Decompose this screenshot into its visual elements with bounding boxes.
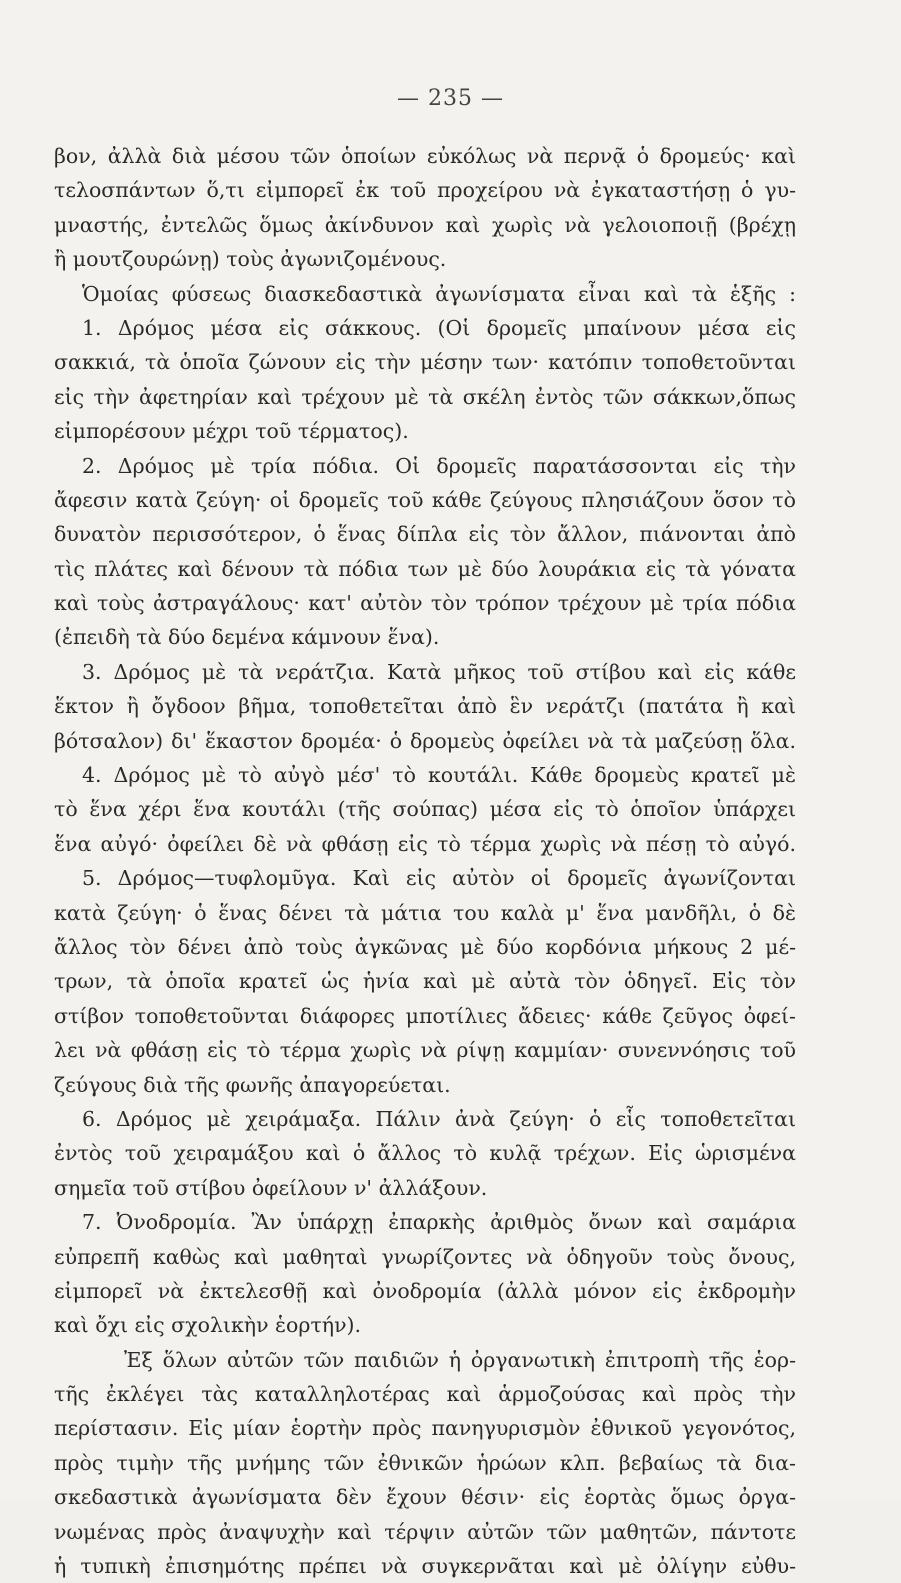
text-line: περίστασιν. Εἰς μίαν ἑορτὴν πρὸς πανηγυρισμὸν ἐθνικοῦ γεγονότος, <box>54 1416 796 1441</box>
text-line: νωμένας πρὸς ἀναψυχὴν καὶ τέρψιν αὐτῶν τῶν μαθητῶν, πάντοτε <box>54 1519 796 1544</box>
text-line: 3. Δρόμος μὲ τὰ νεράτζια. Κατὰ μῆκος τοῦ στίβου καὶ εἰς κάθε <box>82 659 796 684</box>
text-line: 6. Δρόμος μὲ χειράμαξα. Πάλιν ἀνὰ ζεύγη· ὁ εἷς τοποθετεῖται <box>82 1106 796 1131</box>
text-line: βότσαλον) δι' ἕκαστον δρομέα· ὁ δρομεὺς ὀφείλει νὰ τὰ μαζεύσῃ ὅλα. <box>54 728 796 753</box>
text-line: δυνατὸν περισσότερον, ὁ ἕνας δίπλα εἰς τὸν ἄλλον, πιάνονται ἀπὸ <box>54 522 796 547</box>
text-line: εἰμπορεῖ νὰ ἐκτελεσθῇ καὶ ὀνοδρομία (ἀλλὰ μόνον εἰς ἐκδρομὴν <box>54 1278 796 1303</box>
text-line: ἢ μουτζουρώνῃ) τοὺς ἀγωνιζομένους. <box>54 247 447 272</box>
text-line: ἡ τυπικὴ ἐπισημότης πρέπει νὰ συγκερνᾶται καὶ μὲ ὀλίγην εὐθυ- <box>54 1554 796 1579</box>
text-line: ζεύγους διὰ τῆς φωνῆς ἀπαγορεύεται. <box>54 1072 451 1097</box>
text-line: ἄφεσιν κατὰ ζεύγη· οἱ δρομεῖς τοῦ κάθε ζεύγους πλησιάζουν ὅσον τὸ <box>54 487 796 512</box>
text-line: κατὰ ζεύγη· ὁ ἕνας δένει τὰ μάτια του καλὰ μ' ἕνα μανδῆλι, ὁ δὲ <box>54 900 796 925</box>
text-line: 4. Δρόμος μὲ τὸ αὐγὸ μέσ' τὸ κουτάλι. Κάθε δρομεὺς κρατεῖ μὲ <box>82 763 796 788</box>
text-line: τελοσπάντων ὅ,τι εἰμπορεῖ ἐκ τοῦ προχείρου νὰ ἐγκαταστήσῃ ὁ γυ- <box>54 178 796 203</box>
text-line: πρὸς τιμὴν τῆς μνήμης τῶν ἐθνικῶν ἡρώων κλπ. βεβαίως τὰ δια- <box>54 1450 796 1475</box>
text-line: εἰς τὴν ἀφετηρίαν καὶ τρέχουν μὲ τὰ σκέλη ἐντὸς τῶν σάκκων,ὅπως <box>54 384 796 409</box>
text-line: Ὁμοίας φύσεως διασκεδαστικὰ ἀγωνίσματα εἶναι καὶ τὰ ἑξῆς : <box>82 281 796 306</box>
text-line: βον, ἀλλὰ διὰ μέσου τῶν ὁποίων εὐκόλως νὰ περνᾷ ὁ δρομεύς· καὶ <box>54 144 796 168</box>
text-line: 5. Δρόμος—τυφλομῦγα. Καὶ εἰς αὐτὸν οἱ δρομεῖς ἀγωνίζονται <box>82 866 796 891</box>
text-line: ἐντὸς τοῦ χειραμάξου καὶ ὁ ἄλλος τὸ κυλᾷ τρέχων. Εἰς ὡρισμένα <box>54 1141 796 1166</box>
text-line: Ἐξ ὅλων αὐτῶν τῶν παιδιῶν ἡ ὀργανωτικὴ ἐπιτροπὴ τῆς ἑορ- <box>124 1347 796 1372</box>
text-line: ἕνα αὐγό· ὀφείλει δὲ νὰ φθάσῃ εἰς τὸ τέρμα χωρὶς νὰ πέσῃ τὸ αὐγό. <box>54 831 796 856</box>
text-line: τρων, τὰ ὁποῖα κρατεῖ ὡς ἡνία καὶ μὲ αὐτὰ τὸν ὁδηγεῖ. Εἰς τὸν <box>54 969 796 994</box>
text-line: καὶ ὄχι εἰς σχολικὴν ἑορτήν). <box>54 1313 362 1338</box>
text-line: σακκιά, τὰ ὁποῖα ζώνουν εἰς τὴν μέσην των· κατόπιν τοποθετοῦνται <box>54 350 796 375</box>
text-line: 7. Ὀνοδρομία. Ἂν ὑπάρχῃ ἐπαρκὴς ἀριθμὸς ὄνων καὶ σαμάρια <box>82 1210 796 1235</box>
page-number: — 235 — <box>397 86 504 111</box>
text-line: τῆς ἐκλέγει τὰς καταλληλοτέρας καὶ ἁρμοζούσας καὶ πρὸς τὴν <box>54 1382 796 1407</box>
text-line: 2. Δρόμος μὲ τρία πόδια. Οἱ δρομεῖς παρατάσσονται εἰς τὴν <box>82 453 796 478</box>
text-line: εὐπρεπῆ καθὼς καὶ μαθηταὶ γνωρίζοντες νὰ ὁδηγοῦν τοὺς ὄνους, <box>54 1244 796 1269</box>
text-line: εἰμπορέσουν μέχρι τοῦ τέρματος). <box>54 419 409 444</box>
text-line: στίβον τοποθετοῦνται διάφορες μποτίλιες ἄδειες· κάθε ζεῦγος ὀφεί- <box>54 1003 796 1028</box>
text-line: 1. Δρόμος μέσα εἰς σάκκους. (Οἱ δρομεῖς μπαίνουν μέσα εἰς <box>82 315 796 340</box>
text-line: λει νὰ φθάσῃ εἰς τὸ τέρμα χωρὶς νὰ ρίψῃ καμμίαν· συνεννόησις τοῦ <box>54 1038 796 1063</box>
text-line: ἕκτον ἢ ὄγδοον βῆμα, τοποθετεῖται ἀπὸ ἓν νεράτζι (πατάτα ἢ καὶ <box>54 694 796 719</box>
text-line: σκεδαστικὰ ἀγωνίσματα δὲν ἔχουν θέσιν· εἰς ἑορτὰς ὅμως ὀργα- <box>54 1485 796 1510</box>
text-line: μναστής, ἐντελῶς ὅμως ἀκίνδυνον καὶ χωρὶς νὰ γελοιοποιῇ (βρέχῃ <box>54 212 796 237</box>
text-line: τὶς πλάτες καὶ δένουν τὰ πόδια των μὲ δύο λουράκια εἰς τὰ γόνατα <box>54 556 796 581</box>
text-line: (ἐπειδὴ τὰ δύο δεμένα κάμνουν ἕνα). <box>54 625 440 650</box>
text-line: σημεῖα τοῦ στίβου ὀφείλουν ν' ἀλλάξουν. <box>54 1175 488 1200</box>
text-line: ἄλλος τὸν δένει ἀπὸ τοὺς ἀγκῶνας μὲ δύο κορδόνια μήκους 2 μέ- <box>54 934 796 959</box>
body-text <box>54 139 796 1583</box>
text-line: καὶ τοὺς ἀστραγάλους· κατ' αὐτὸν τὸν τρόπον τρέχουν μὲ τρία πόδια <box>54 591 796 616</box>
text-line: τὸ ἕνα χέρι ἕνα κουτάλι (τῆς σούπας) μέσα εἰς τὸ ὁποῖον ὑπάρχει <box>54 797 796 822</box>
